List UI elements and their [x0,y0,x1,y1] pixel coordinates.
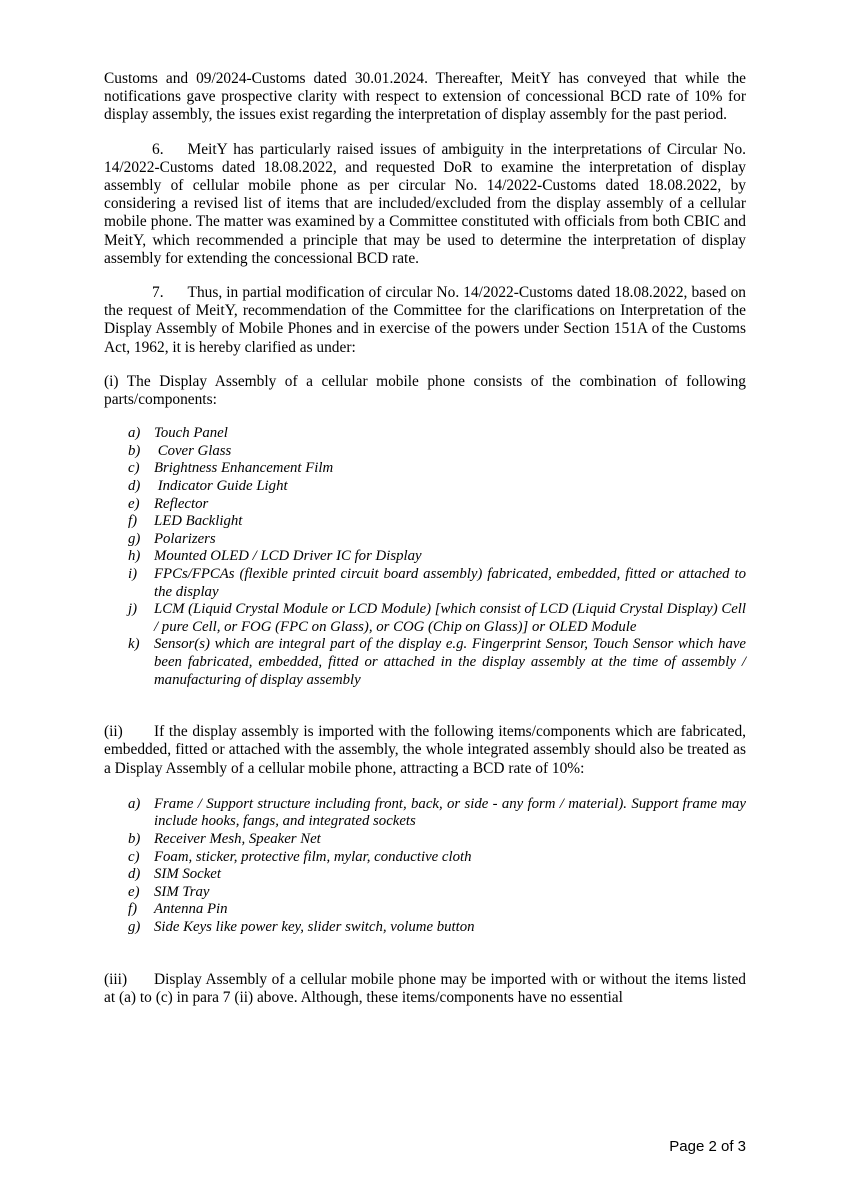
list-item-text: SIM Socket [154,866,221,883]
list-item-marker: b) [128,830,141,847]
list-item-marker: d) [128,866,141,883]
list-item-marker: f) [128,513,138,530]
sub-clause-ii-list [128,796,746,937]
paragraph-7-text: Thus, in partial modification of circular No. 14/2022-Customs dated 18.08.2022, based on the request of MeitY, recommendation of the Committee for the clarifications on Interpretation of the Display Assembly of Mobile Phones and in exercise of the powers under Section 151A of the Customs Act, 1962, it is hereby clarified as under: [104,284,746,356]
list-item-text: LED Backlight [154,513,243,530]
list-item-text: LCM (Liquid Crystal Module or LCD Module) [which consist of LCD (Liquid Crystal Display) Cell / pure Cell, or FOG (FPC on Glass), or COG (Chip on Glass)] or OLED Module [154,601,746,635]
paragraph-6 [104,141,746,268]
sub-clause-iii-marker: (iii) [104,970,128,988]
sub-clause-iii-text: Display Assembly of a cellular mobile phone may be imported with or without the items listed at (a) to (c) in para 7 (ii) above. Although, these items/components have no essential [104,970,746,1006]
list-item-text: FPCs/FPCAs (flexible printed circuit board assembly) fabricated, embedded, fitted or attached to the display [154,566,746,600]
list-item [128,478,746,496]
list-item [128,884,746,902]
list-item-text: Frame / Support structure including front, back, or side - any form / material). Support frame may include hooks, fangs, and integrated sockets [154,795,746,830]
page-number: Page 2 of 3 [669,1138,746,1155]
sub-clause-ii-marker: (ii) [104,723,123,741]
paragraph-7 [104,284,746,357]
list-item [128,796,746,831]
list-item [128,919,746,937]
list-item-marker: i) [128,566,138,582]
sub-clause-iii [104,971,746,1007]
list-item-marker: g) [128,918,141,935]
list-item-marker: b) [128,442,141,459]
list-item [128,443,746,461]
list-item-text: Receiver Mesh, Speaker Net [154,830,321,847]
paragraph-6-text: MeitY has particularly raised issues of ambiguity in the interpretations of Circular No. 14/2022-Customs dated 18.08.2022, and requested DoR to examine the interpretation of display assembly of cellular mobile phone as per circular No. 14/2022-Customs dated 18.08.2022, by considering a revised list of items that are included/excluded from the display assembly of a cellular mobile phone. The matter was examined by a Committee constituted with officials from both CBIC and MeitY, which recommended a principle that may be used to determine the interpretation of display assembly for extending the concessional BCD rate. [104,140,746,267]
list-item [128,636,746,689]
list-item-marker: k) [128,636,140,653]
list-item-text: Sensor(s) which are integral part of the display e.g. Fingerprint Sensor, Touch Sensor which have been fabricated, embedded, fitted or attached in the display assembly at the time of assembly / manufacturing of display assembly [154,636,746,688]
list-item-text: SIM Tray [154,883,210,900]
list-item-marker: f) [128,901,138,918]
list-item-text: Side Keys like power key, slider switch, volume button [154,918,475,935]
sub-clause-i: (i) The Display Assembly of a cellular mobile phone consists of the combination of following parts/components: [104,372,746,409]
list-item [128,548,746,566]
list-item [128,849,746,867]
list-item-text: Reflector [154,495,209,512]
intro-paragraph: Customs and 09/2024-Customs dated 30.01.2024. Thereafter, MeitY has conveyed that while the notifications gave prospective clarity with respect to extension of concessional BCD rate of 10% for display assembly, the issues exist regarding the interpretation of display assembly for the past period. [104,70,746,124]
list-item-marker: e) [128,495,140,512]
list-item-text: Touch Panel [154,425,228,442]
list-item [128,531,746,549]
list-item-text: Antenna Pin [154,901,228,918]
document-page [104,70,746,1007]
list-item-text: Indicator Guide Light [154,478,288,495]
list-item-marker: e) [128,883,140,900]
list-item [128,866,746,884]
list-item-marker: h) [128,548,141,565]
list-item [128,513,746,531]
list-item-text: Foam, sticker, protective film, mylar, conductive cloth [154,848,472,865]
list-item-marker: a) [128,425,141,442]
paragraph-7-number: 7. [152,284,164,302]
list-item [128,425,746,443]
list-item-text: Cover Glass [154,442,232,459]
list-item-marker: c) [128,848,140,865]
list-item-marker: a) [128,795,141,812]
list-item [128,460,746,478]
list-item [128,901,746,919]
list-item [128,566,746,601]
sub-clause-ii [104,723,746,778]
list-item [128,496,746,514]
list-item-marker: j) [128,601,138,618]
sub-clause-i-list [128,425,746,689]
paragraph-6-number: 6. [152,140,164,158]
list-item-marker: d) [128,478,141,495]
list-item-text: Polarizers [154,530,216,547]
list-item [128,831,746,849]
list-item-text: Brightness Enhancement Film [154,460,334,477]
list-item-text: Mounted OLED / LCD Driver IC for Display [154,548,422,565]
list-item [128,601,746,636]
list-item-marker: g) [128,530,141,547]
sub-clause-ii-text: If the display assembly is imported with the following items/components which are fabricated, embedded, fitted or attached with the assembly, the whole integrated assembly should also be treated as a Display Assembly of a cellular mobile phone, attracting a BCD rate of 10%: [104,723,746,777]
list-item-marker: c) [128,460,140,477]
